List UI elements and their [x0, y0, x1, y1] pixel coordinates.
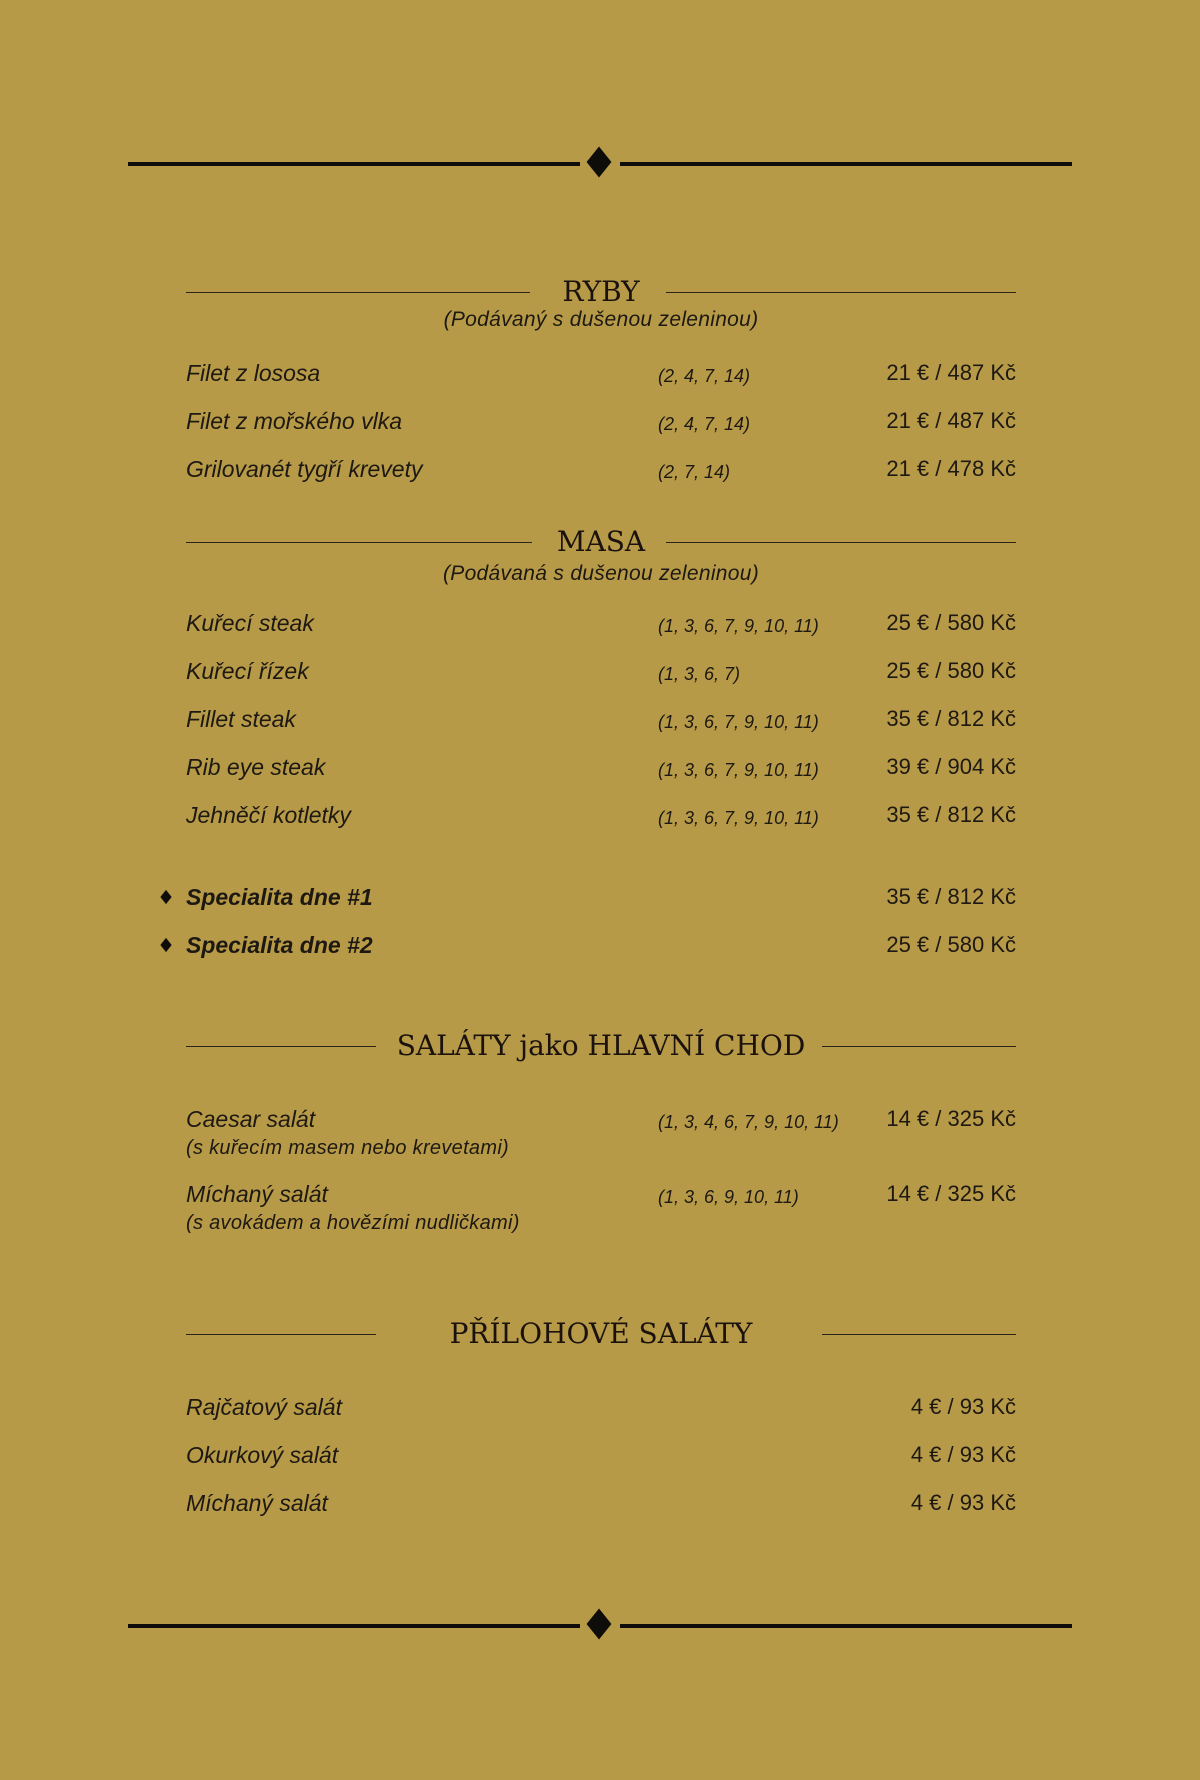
diamond-icon [587, 146, 612, 177]
item-price: 39 € / 904 Kč [886, 754, 1016, 779]
section-title-masa: MASA [556, 525, 646, 558]
item-allergens: (1, 3, 6, 7, 9, 10, 11) [658, 712, 819, 732]
item-name: Filet z mořského vlka [186, 408, 403, 434]
item-name: Grilovanét tygří krevety [186, 456, 423, 482]
section-subtitle-ryby: (Podávaný s dušenou zeleninou) [443, 308, 759, 331]
special-price: 35 € / 812 Kč [886, 884, 1016, 909]
special-name: Specialita dne #1 [186, 884, 373, 910]
item-name: Caesar salát [186, 1106, 316, 1132]
section-subtitle-masa: (Podávaná s dušenou zeleninou) [442, 562, 760, 585]
diamond-bullet-icon [160, 938, 171, 952]
special-item [186, 928, 1016, 962]
menu-item [186, 750, 1016, 784]
ornament-line-right [620, 1624, 1072, 1628]
diamond-icon [587, 1608, 612, 1639]
item-price: 35 € / 812 Kč [886, 802, 1016, 827]
menu-item [186, 1486, 1016, 1520]
section-header-prilohove [186, 1314, 1016, 1354]
menu-item [186, 1390, 1016, 1424]
ornament-line-left [128, 162, 580, 166]
item-price: 25 € / 580 Kč [886, 658, 1016, 683]
item-price: 14 € / 325 Kč [886, 1181, 1016, 1206]
item-price: 4 € / 93 Kč [910, 1490, 1016, 1515]
item-name: Míchaný salát [186, 1490, 328, 1516]
item-name: Rajčatový salát [186, 1394, 342, 1420]
item-name: Rib eye steak [186, 754, 326, 780]
menu-item [186, 452, 1016, 486]
item-allergens: (2, 4, 7, 14) [658, 366, 751, 386]
menu-item [186, 654, 1016, 688]
menu-item [186, 356, 1016, 390]
menu-item [186, 798, 1016, 832]
item-price: 35 € / 812 Kč [886, 706, 1016, 731]
item-allergens: (1, 3, 4, 6, 7, 9, 10, 11) [658, 1112, 839, 1132]
menu-item [186, 404, 1016, 438]
special-item [186, 880, 1016, 914]
section-title-salaty-hlavni: SALÁTY jako HLAVNÍ CHOD [396, 1029, 806, 1062]
menu-item [186, 1177, 1016, 1241]
menu-item [186, 1102, 1016, 1166]
menu-item [186, 606, 1016, 640]
item-name: Okurkový salát [186, 1442, 339, 1468]
menu-item [186, 702, 1016, 736]
special-price: 25 € / 580 Kč [886, 932, 1016, 957]
item-price: 21 € / 487 Kč [886, 360, 1016, 385]
section-title-ryby: RYBY [562, 275, 640, 308]
item-allergens: (1, 3, 6, 7) [658, 664, 741, 684]
section-header-masa [186, 522, 1016, 562]
section-header-salaty-hlavni [186, 1026, 1016, 1066]
item-allergens: (1, 3, 6, 7, 9, 10, 11) [658, 808, 819, 828]
item-name: Filet z lososa [186, 360, 321, 386]
item-allergens: (1, 3, 6, 9, 10, 11) [658, 1187, 799, 1207]
item-price: 25 € / 580 Kč [886, 610, 1016, 635]
section-header-ryby [186, 272, 1016, 312]
menu-item [186, 1438, 1016, 1472]
item-note: (s kuřecím masem nebo krevetami) [186, 1137, 510, 1159]
item-price: 14 € / 325 Kč [886, 1106, 1016, 1131]
bottom-ornament-divider [128, 1608, 1072, 1642]
item-name: Kuřecí steak [186, 610, 314, 636]
diamond-bullet-icon [160, 890, 171, 904]
item-name: Fillet steak [186, 706, 296, 732]
item-name: Kuřecí řízek [186, 658, 309, 684]
item-price: 21 € / 487 Kč [886, 408, 1016, 433]
ornament-line-right [620, 162, 1072, 166]
item-allergens: (2, 7, 14) [658, 462, 731, 482]
special-name: Specialita dne #2 [186, 932, 373, 958]
item-price: 4 € / 93 Kč [910, 1442, 1016, 1467]
item-name: Jehněčí kotletky [186, 802, 351, 828]
item-price: 21 € / 478 Kč [886, 456, 1016, 481]
item-allergens: (1, 3, 6, 7, 9, 10, 11) [658, 760, 819, 780]
item-note: (s avokádem a hovězími nudličkami) [186, 1212, 520, 1234]
item-allergens: (2, 4, 7, 14) [658, 414, 751, 434]
ornament-line-left [128, 1624, 580, 1628]
item-allergens: (1, 3, 6, 7, 9, 10, 11) [658, 616, 819, 636]
item-name: Míchaný salát [186, 1181, 328, 1207]
top-ornament-divider [128, 146, 1072, 180]
section-title-prilohove: PŘÍLOHOVÉ SALÁTY [449, 1317, 753, 1350]
item-price: 4 € / 93 Kč [910, 1394, 1016, 1419]
